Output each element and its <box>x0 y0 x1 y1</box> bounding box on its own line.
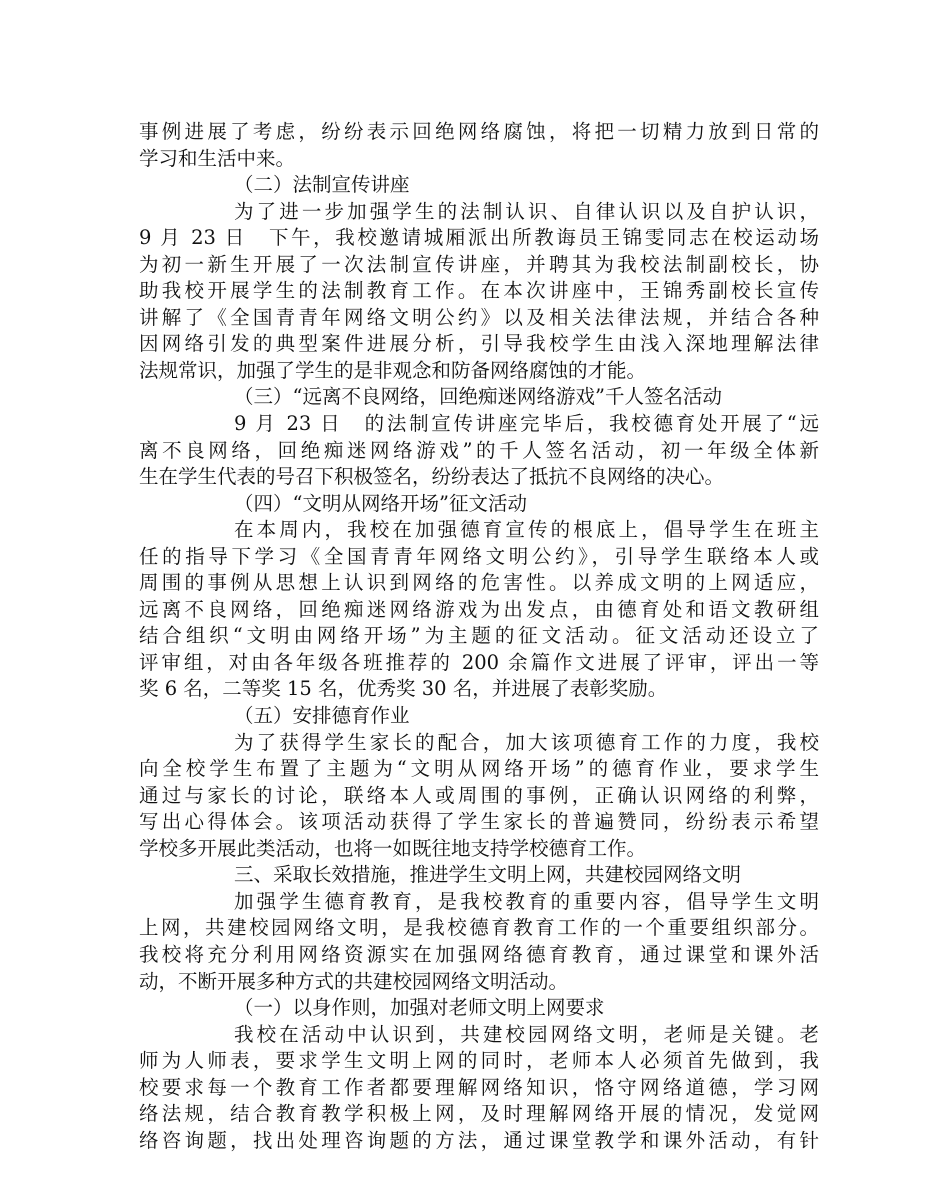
text-line: 我校在活动中认识到，共建校园网络文明，老师是关键。老 <box>234 1022 819 1046</box>
text-line: 通过与家长的讨论，联络本人或周围的事例，正确认识网络的利弊， <box>139 783 819 807</box>
text-line: 加强学生德育教育，是我校教育的重要内容，倡导学生文明 <box>234 889 819 913</box>
text-line: 助我校开展学生的法制教育工作。在本次讲座中，王锦秀副校长宣传 <box>139 279 819 303</box>
body-text <box>139 119 819 1154</box>
text-line: 向全校学生布置了主题为“文明从网络开场”的德育作业，要求学生 <box>139 757 819 781</box>
text-line: 写出心得体会。该项活动获得了学生家长的普遍赞同，纷纷表示希望 <box>139 810 819 834</box>
text-line: 远离不良网络，回绝痴迷网络游戏为出发点，由德育处和语文教研组 <box>139 597 819 621</box>
text-line: 因网络引发的典型案件进展分析，引导我校学生由浅入深地理解法律 <box>139 332 819 356</box>
text-line: 学习和生活中来。 <box>139 146 296 170</box>
text-line: 周围的事例从思想上认识到网络的危害性。以养成文明的上网适应， <box>139 571 819 595</box>
text-line: 生在学生代表的号召下积极签名，纷纷表达了抵抗不良网络的决心。 <box>139 465 725 489</box>
text-line: （一）以身作则，加强对老师文明上网要求 <box>234 996 605 1020</box>
text-line: 上网，共建校园网络文明，是我校德育教育工作的一个重要组织部分。 <box>139 916 819 940</box>
text-line: 事例进展了考虑，纷纷表示回绝网络腐蚀，将把一切精力放到日常的 <box>139 120 819 143</box>
text-line: 络法规，结合教育教学积极上网，及时理解网络开展的情况，发觉网 <box>139 1102 819 1126</box>
text-line: 我校将充分利用网络资源实在加强网络德育教育，通过课堂和课外活 <box>139 942 819 966</box>
text-line: （四）“文明从网络开场”征文活动 <box>234 491 527 515</box>
text-line: 在本周内，我校在加强德育宣传的根底上，倡导学生在班主 <box>234 518 819 542</box>
text-line: （三）“远离不良网络，回绝痴迷网络游戏”千人签名活动 <box>234 385 722 409</box>
text-line: 9 月 23 日 下午，我校邀请城厢派出所教诲员王锦雯同志在校运动场 <box>139 226 819 250</box>
text-line: 学校多开展此类活动，也将一如既往地支持学校德育工作。 <box>139 836 647 860</box>
text-line: 奖 6 名，二等奖 15 名，优秀奖 30 名，并进展了表彰奖励。 <box>139 677 668 701</box>
text-line: 任的指导下学习《全国青青年网络文明公约》，引导学生联络本人或 <box>139 544 819 568</box>
text-line: 为了进一步加强学生的法制认识、自律认识以及自护认识， <box>234 199 819 223</box>
text-line: 评审组，对由各年级各班推荐的 200 余篇作文进展了评审，评出一等 <box>139 650 819 674</box>
text-line: 三、采取长效措施，推进学生文明上网，共建校园网络文明 <box>234 863 742 887</box>
text-line: 离不良网络，回绝痴迷网络游戏”的千人签名活动，初一年级全体新 <box>139 438 819 462</box>
text-line: 为初一新生开展了一次法制宣传讲座，并聘其为我校法制副校长，协 <box>139 252 819 276</box>
text-line: 络咨询题，找出处理咨询题的方法，通过课堂教学和课外活动，有针 <box>139 1128 819 1152</box>
text-line: 讲解了《全国青青年网络文明公约》以及相关法律法规，并结合各种 <box>139 305 819 329</box>
text-line: 为了获得学生家长的配合，加大该项德育工作的力度，我校 <box>234 730 819 754</box>
text-line: 校要求每一个教育工作者都要理解网络知识，恪守网络道德，学习网 <box>139 1075 819 1099</box>
text-line: 结合组织“文明由网络开场”为主题的征文活动。征文活动还设立了 <box>139 624 819 648</box>
text-line: （五）安排德育作业 <box>234 704 410 728</box>
text-line: 动，不断开展多种方式的共建校园网络文明活动。 <box>139 969 569 993</box>
text-line: （二）法制宣传讲座 <box>234 173 410 197</box>
text-line: 法规常识，加强了学生的是非观念和防备网络腐蚀的才能。 <box>139 358 647 382</box>
text-line: 师为人师表，要求学生文明上网的同时，老师本人必须首先做到，我 <box>139 1049 819 1073</box>
text-line: 9 月 23 日 的法制宣传讲座完毕后，我校德育处开展了“远 <box>234 412 819 436</box>
